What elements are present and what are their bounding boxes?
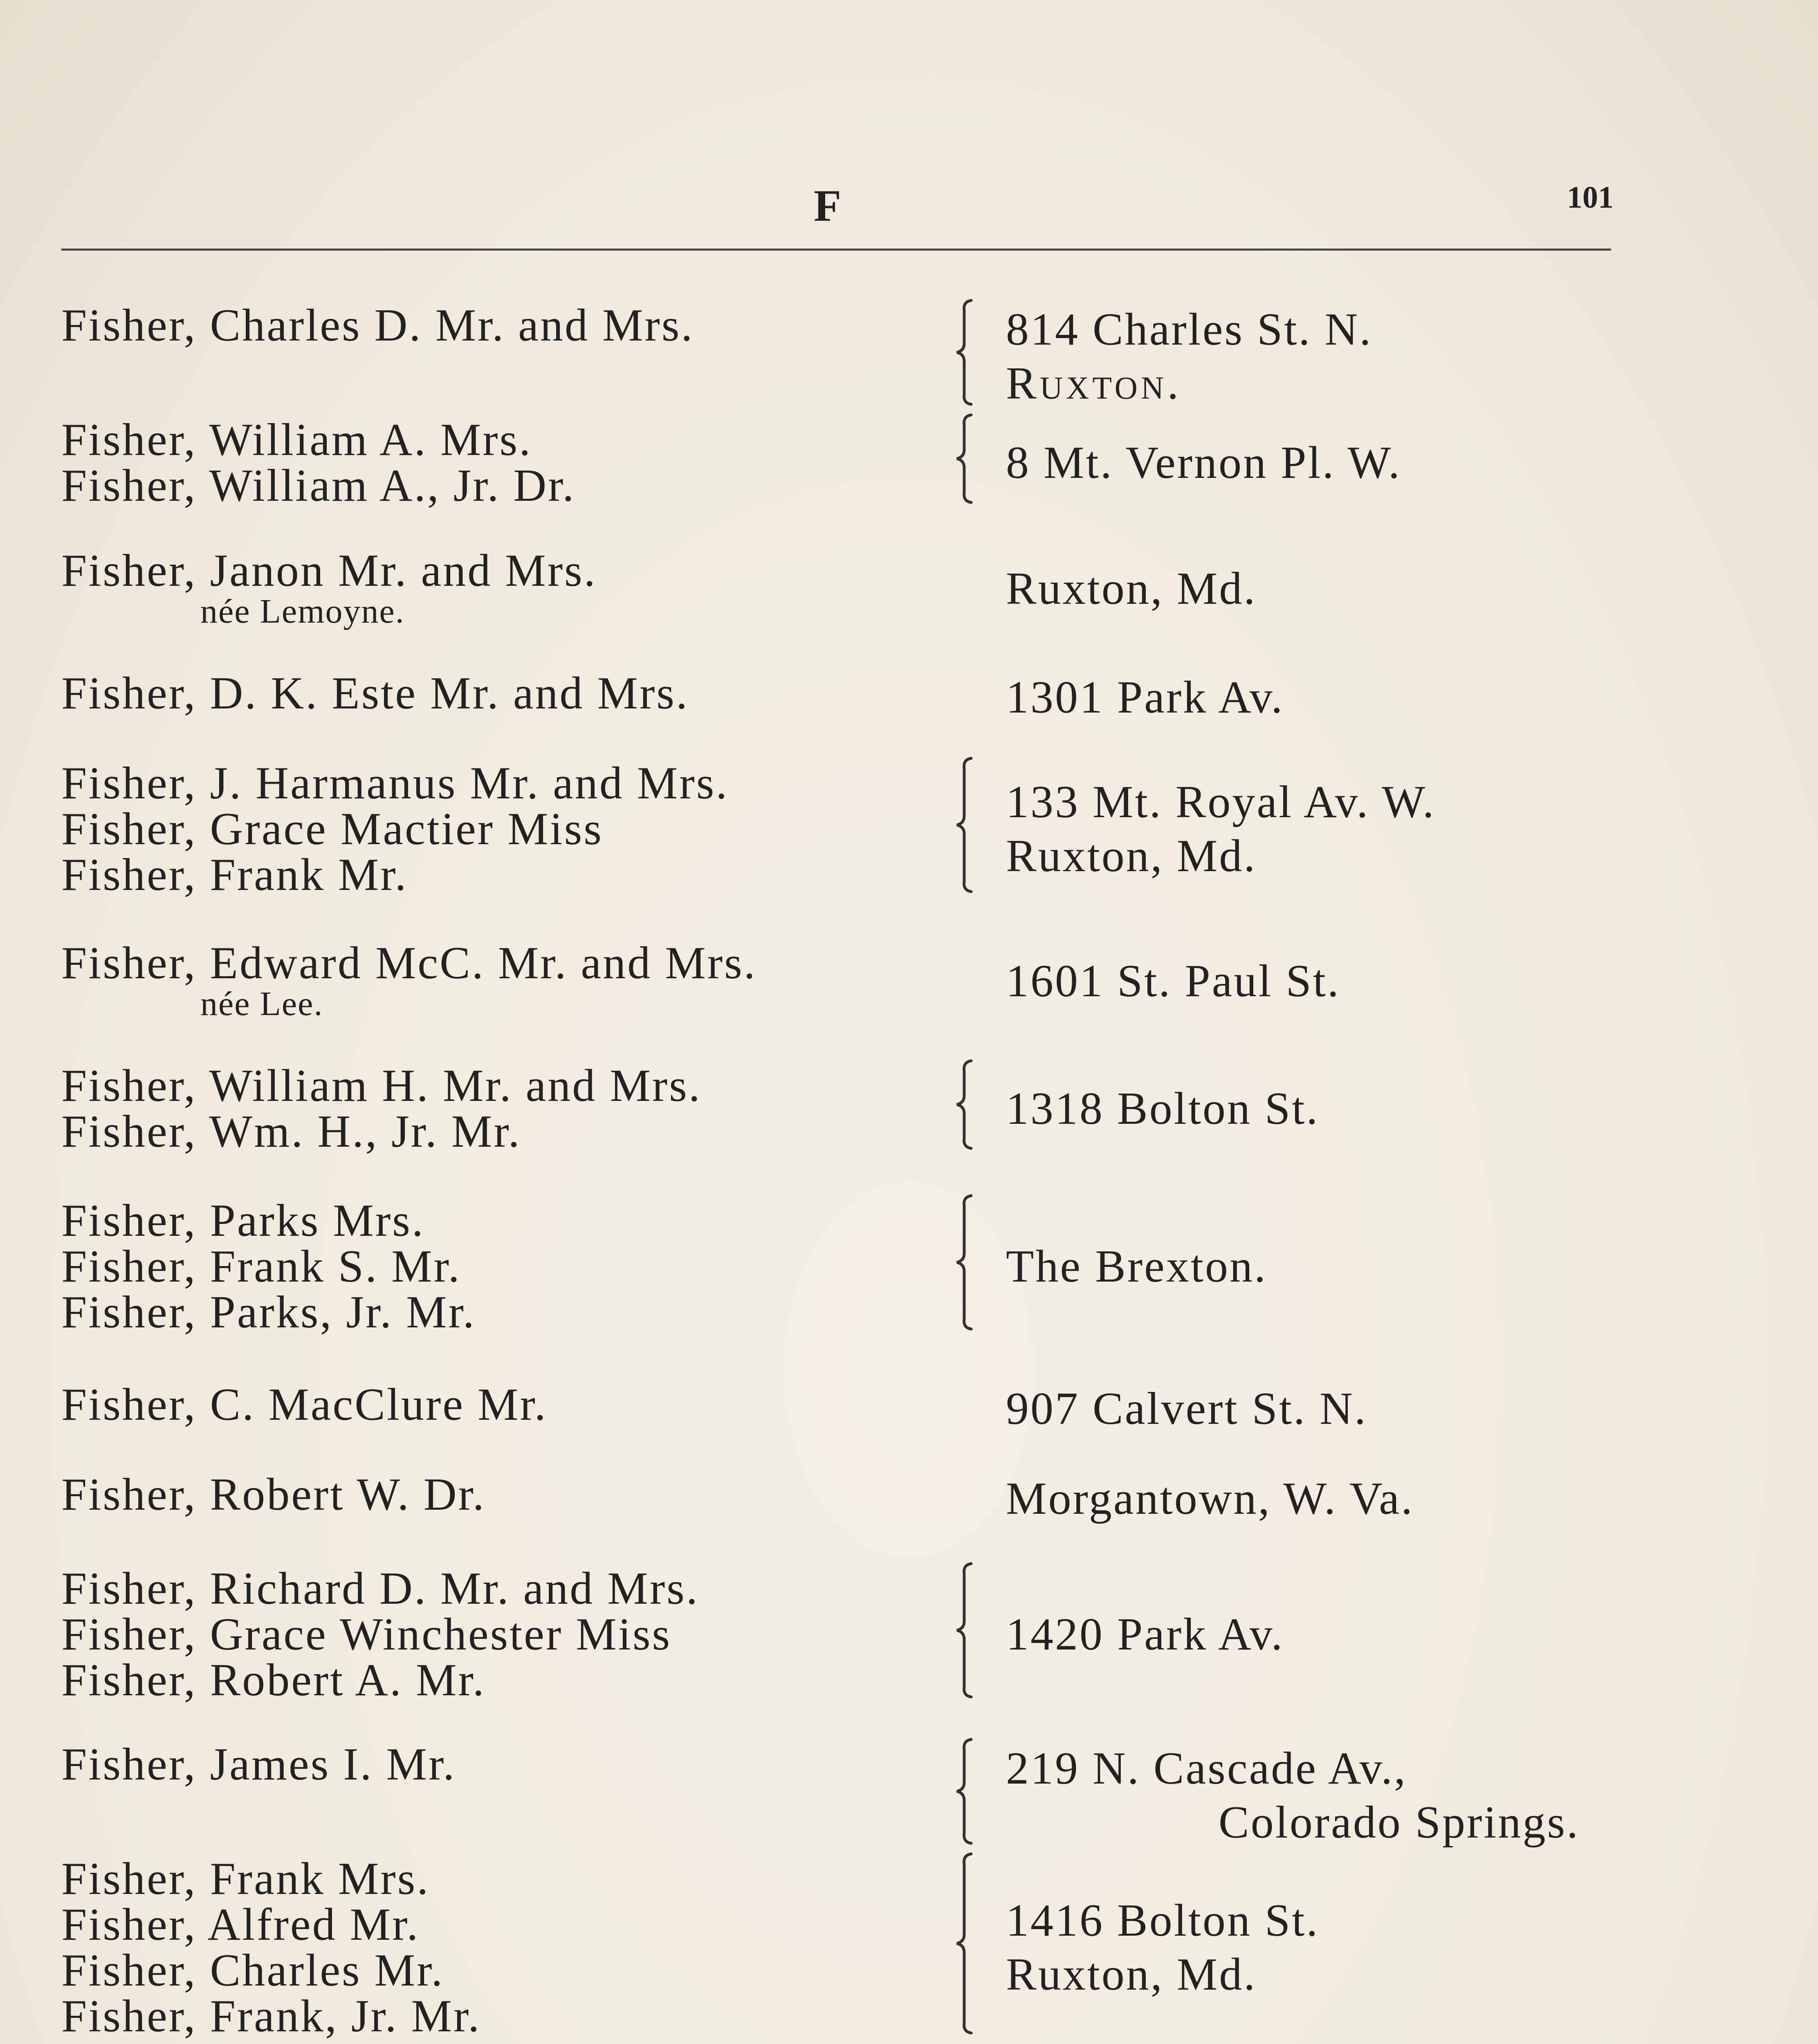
entry-address (1006, 1741, 1619, 1849)
section-letter: F (814, 181, 843, 231)
page-number: 101 (1567, 180, 1614, 215)
address-line: Ruxton, Md. (1006, 1949, 1257, 2000)
entry-address (1006, 670, 1619, 724)
entry-names (61, 1060, 961, 1157)
header-rule (61, 249, 1611, 251)
person-name: Fisher, Robert W. Dr. (61, 1469, 486, 1520)
entry-address (1006, 1082, 1619, 1136)
person-name: Fisher, Frank Mrs. (61, 1853, 430, 1904)
brace-icon (949, 756, 990, 894)
address-line: 814 Charles St. N. (1006, 304, 1373, 355)
maiden-name: née Lemoyne. (200, 592, 405, 630)
brace-icon (949, 1562, 990, 1699)
address-line: Morgantown, W. Va. (1006, 1473, 1414, 1524)
person-name: Fisher, William A. Mrs. (61, 415, 532, 465)
person-name: Fisher, Frank S. Mr. (61, 1241, 461, 1292)
brace-icon (949, 1737, 990, 1845)
address-line: 1416 Bolton St. (1006, 1895, 1320, 1946)
person-name: Fisher, Richard D. Mr. and Mrs. (61, 1563, 699, 1614)
entry-names (61, 545, 961, 630)
entry-names (61, 1853, 961, 2042)
entry-address (1006, 775, 1619, 883)
brace-icon (949, 298, 990, 406)
entry-address (1006, 1894, 1619, 2001)
address-line: 1301 Park Av. (1006, 672, 1284, 723)
address-line: Colorado Springs. (1219, 1797, 1580, 1848)
entry-names (61, 1563, 961, 1706)
entry-names (61, 760, 961, 898)
entry-names (61, 1739, 961, 1790)
entry-address (1006, 1382, 1619, 1436)
brace-icon (949, 1059, 990, 1150)
address-line: Ruxton, Md. (1006, 831, 1257, 881)
person-name: Fisher, Parks, Jr. Mr. (61, 1287, 476, 1338)
address-line: 133 Mt. Royal Av. W. (1006, 777, 1436, 827)
person-name: Fisher, Frank, Jr. Mr. (61, 1991, 481, 2042)
entry-names (61, 940, 961, 1022)
person-name: Fisher, Wm. H., Jr. Mr. (61, 1106, 521, 1157)
person-name: Fisher, Edward McC. Mr. and Mrs. (61, 938, 757, 988)
maiden-name: née Lee. (200, 985, 323, 1023)
address-line: 907 Calvert St. N. (1006, 1383, 1367, 1434)
person-name: Fisher, William A., Jr. Dr. (61, 460, 576, 511)
person-name: Fisher, D. K. Este Mr. and Mrs. (61, 668, 689, 719)
person-name: Fisher, Robert A. Mr. (61, 1655, 486, 1706)
entry-address (1006, 954, 1619, 1008)
person-name: Fisher, Grace Winchester Miss (61, 1609, 672, 1660)
entry-names (61, 300, 961, 351)
person-name: Fisher, William H. Mr. and Mrs. (61, 1060, 702, 1111)
brace-icon (949, 413, 990, 504)
address-line: 1601 St. Paul St. (1006, 956, 1340, 1006)
person-name: Fisher, Grace Mactier Miss (61, 804, 603, 854)
person-name: Fisher, Parks Mrs. (61, 1195, 425, 1246)
entry-address (1006, 562, 1619, 616)
person-name: Fisher, C. MacClure Mr. (61, 1379, 548, 1430)
entry-address (1006, 303, 1619, 410)
address-line: 219 N. Cascade Av., (1006, 1743, 1407, 1794)
entry-names (61, 417, 961, 509)
person-name: Fisher, J. Harmanus Mr. and Mrs. (61, 758, 729, 809)
person-name: Fisher, Charles D. Mr. and Mrs. (61, 300, 694, 351)
brace-icon (949, 1852, 990, 2035)
person-name: Fisher, Alfred Mr. (61, 1899, 420, 1950)
person-name: Fisher, Charles Mr. (61, 1945, 444, 1996)
person-name: Fisher, Frank Mr. (61, 849, 408, 900)
entry-address (1006, 1472, 1619, 1526)
address-line: Ruxton, Md. (1006, 563, 1257, 614)
address-line: 1420 Park Av. (1006, 1609, 1284, 1660)
address-line: 1318 Bolton St. (1006, 1083, 1320, 1134)
address-line: 8 Mt. Vernon Pl. W. (1006, 437, 1401, 488)
entry-names (61, 668, 961, 719)
brace-icon (949, 1194, 990, 1331)
entry-names (61, 1195, 961, 1338)
entry-address (1006, 1239, 1619, 1293)
address-line: Ruxton. (1006, 358, 1182, 409)
person-name: Fisher, Janon Mr. and Mrs. (61, 545, 597, 596)
entry-names (61, 1469, 961, 1520)
person-name: Fisher, James I. Mr. (61, 1739, 456, 1790)
entry-address (1006, 436, 1619, 490)
address-line: The Brexton. (1006, 1241, 1267, 1292)
entry-names (61, 1379, 961, 1430)
entry-address (1006, 1607, 1619, 1661)
